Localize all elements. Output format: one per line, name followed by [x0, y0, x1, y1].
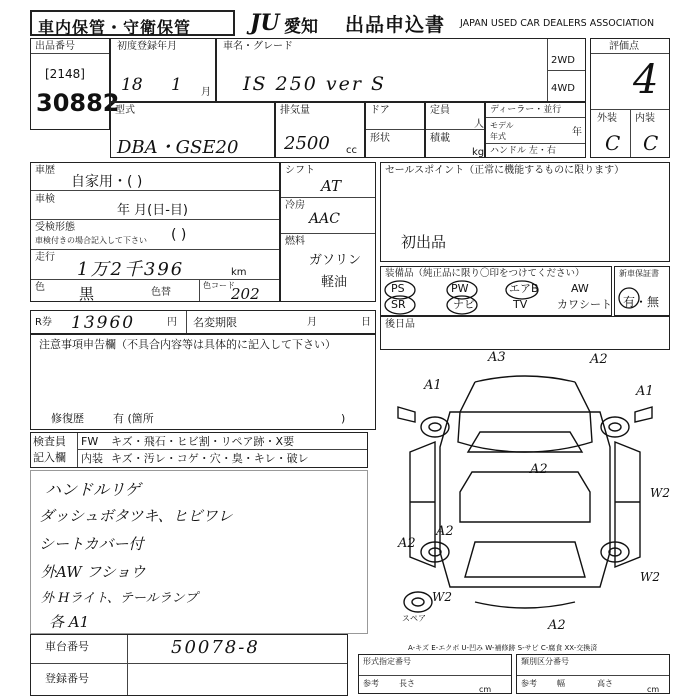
notes-box — [30, 334, 376, 430]
receive-note: 車検付きの場合記入して下さい — [35, 236, 147, 245]
inspector-row2: キズ・汚レ・コゲ・穴・臭・キレ・破レ — [111, 452, 309, 465]
rear-box — [380, 316, 670, 350]
recycle-day: 日 — [361, 317, 371, 328]
recycle-month: 月 — [307, 317, 317, 328]
storage-box — [30, 10, 235, 36]
grade-box — [590, 38, 670, 158]
equip-pw: PW — [451, 282, 469, 295]
warranty-circle — [614, 266, 670, 316]
inspector-row1-head: FW — [81, 435, 99, 448]
ju-logo: JU — [250, 10, 280, 36]
storage-text: 車内保管・守衛保管 — [38, 18, 192, 37]
org-name: 愛知 — [284, 17, 318, 37]
capacity-box — [425, 102, 485, 158]
repair-value: 有 (箇所 — [113, 412, 154, 425]
drive-2wd: 2WD — [551, 55, 575, 66]
yen-unit: 円 — [167, 317, 177, 328]
lot-small-number: [2148] — [45, 67, 85, 81]
door-shape-box — [365, 102, 425, 158]
cm-2: cm — [647, 685, 660, 694]
note-line-1: ハンドルリゲ — [45, 480, 141, 499]
circle-airbag — [506, 281, 538, 299]
capacity-label: 定員 — [430, 105, 450, 116]
grade-interior: C — [643, 131, 659, 155]
reference-label-1: 参考 — [363, 679, 379, 688]
grade-interior-label: 内装 — [635, 113, 655, 124]
receive-value: ( ) — [171, 227, 187, 243]
fuel-value-diesel: 軽油 — [321, 275, 348, 290]
mark-a1-left: A1 — [424, 378, 442, 393]
type-label: 型式 — [115, 105, 135, 116]
displacement-box — [275, 102, 365, 158]
equip-leather-seat: カワシート — [557, 298, 612, 311]
mileage-label: 走行 — [35, 252, 55, 263]
class-label: 類別区分番号 — [521, 657, 569, 666]
car-damage-diagram — [380, 352, 670, 652]
class-box — [516, 654, 670, 694]
sales-point-label: セールスポイント（正常に機能するものに限ります） — [385, 165, 625, 176]
handwritten-notes-area — [30, 470, 368, 634]
mark-a2-left: A2 — [398, 536, 416, 551]
color-code-value: 202 — [231, 285, 260, 303]
sales-point-value: 初出品 — [401, 233, 447, 251]
length-label: 長さ — [399, 679, 415, 688]
model-label: 車名・グレード — [223, 41, 293, 52]
mark-w2-spare: W2 — [432, 590, 452, 604]
dealer-box — [485, 102, 586, 158]
grade-exterior: C — [605, 131, 621, 155]
displacement-unit: cc — [346, 145, 357, 156]
aircon-label: 冷房 — [285, 200, 305, 211]
grade-score: 4 — [633, 57, 659, 103]
type-box — [110, 102, 275, 158]
damage-legend: A-キズ E-エクボ U-凹み W-補修跡 S-サビ C-腐食 XX-交換済 — [408, 644, 598, 652]
lot-number: 30882 — [36, 89, 120, 117]
note-line-2: ダッシュボタツキ、ヒビワレ — [39, 507, 233, 525]
note-line-5: 外 Hライト、テールランプ — [41, 591, 198, 606]
fuel-value-gasoline: ガソリン — [309, 253, 362, 268]
width-label: 幅 — [557, 679, 565, 688]
registration-year: 18 — [121, 75, 143, 95]
shape-label: 形状 — [370, 133, 390, 144]
mark-a2-bottom: A2 — [548, 618, 566, 633]
inspector-label-2: 記入欄 — [33, 451, 66, 464]
color-change-label: 色替 — [151, 287, 171, 298]
registration-box — [110, 38, 216, 102]
mark-w2-right: W2 — [650, 486, 670, 500]
registration-month-unit: 月 — [201, 87, 211, 98]
lot-label: 出品番号 — [35, 41, 75, 52]
frame-label: 車台番号 — [45, 640, 89, 653]
equip-tv: TV — [513, 298, 528, 311]
inspector-row2-head: 内装 — [81, 452, 103, 465]
model-cert-label: 形式指定番号 — [363, 657, 411, 666]
history-block — [30, 162, 280, 302]
mark-a2-top: A2 — [590, 352, 608, 367]
note-line-3: シートカバー付 — [39, 535, 144, 553]
warranty-options: 有・無 — [623, 295, 660, 309]
notes-label: 注意事項申告欄（不具合内容等は具体的に記入して下さい） — [39, 338, 336, 351]
mark-a1-right: A1 — [636, 384, 654, 399]
inspector-box — [30, 432, 368, 468]
height-label: 高さ — [597, 679, 613, 688]
mark-a2-mid: A2 — [436, 524, 454, 539]
km-unit: km — [231, 267, 247, 278]
load-label: 積載 — [430, 133, 450, 144]
repair-close: ) — [341, 412, 346, 425]
cm-1: cm — [479, 685, 492, 694]
spare-label: スペア — [402, 614, 426, 623]
note-line-4: 外AW フショウ — [41, 563, 146, 581]
color-value: 黒 — [79, 285, 95, 303]
frame-number-box — [30, 634, 348, 696]
equipment-label: 装備品（純正品に限り〇印をつけてください） — [385, 268, 585, 279]
shaken-value: 年 月(日-目) — [117, 203, 188, 218]
shift-block — [280, 162, 376, 302]
sales-point-box — [380, 162, 670, 262]
inspector-label-1: 検査員 — [33, 435, 66, 448]
model-cert-box — [358, 654, 512, 694]
shift-label: シフト — [285, 165, 315, 176]
color-code-label: 色コード — [203, 281, 235, 290]
doors-label: ドア — [370, 105, 390, 116]
dealer-label: ディーラー・並行 — [490, 105, 562, 115]
fuel-label: 燃料 — [285, 236, 305, 247]
recycle-label: R券 — [35, 317, 52, 328]
warranty-label: 新車保証書 — [619, 269, 659, 278]
recycle-row — [30, 310, 376, 334]
equipment-circles — [380, 266, 612, 316]
history-label: 車歴 — [35, 165, 55, 176]
model-year-label: モデル年式 — [490, 121, 514, 141]
person-unit: 人 — [474, 119, 484, 130]
equip-aw: AW — [571, 282, 589, 295]
recycle-value: 13960 — [71, 313, 136, 333]
equip-airbag: エアB — [509, 282, 539, 295]
registration-month: 1 — [171, 75, 182, 95]
model-value: IS 250 ver S — [243, 73, 386, 95]
model-box — [216, 38, 586, 102]
rear-label: 後日品 — [385, 319, 415, 330]
year-unit: 年 — [572, 127, 582, 138]
color-label: 色 — [35, 282, 45, 293]
repair-label: 修復歴 — [51, 412, 84, 425]
note-line-6: 各 A1 — [49, 613, 90, 631]
reference-label-2: 参考 — [521, 679, 537, 688]
equip-ps: PS — [391, 282, 405, 295]
type-value: DBA・GSE20 — [117, 137, 239, 158]
form-title: 出品申込書 — [345, 14, 446, 36]
mark-w2-rear-right: W2 — [640, 570, 660, 584]
equip-navi: ナビ — [453, 298, 475, 311]
meter-label: 名変期限 — [193, 316, 237, 329]
aircon-value: AAC — [309, 211, 340, 227]
handle-label: ハンドル 左・右 — [490, 146, 556, 156]
english-title: JAPAN USED CAR DEALERS ASSOCIATION — [460, 18, 655, 29]
shift-value: AT — [321, 177, 342, 195]
displacement-value: 2500 — [284, 133, 330, 154]
kg-unit: kg — [472, 147, 485, 158]
shaken-label: 車検 — [35, 194, 55, 205]
receive-label: 受検形態 — [35, 222, 75, 233]
registration-number-label: 登録番号 — [45, 672, 89, 685]
history-value: 自家用・( ) — [71, 174, 143, 190]
inspector-row1: キズ・飛石・ヒビ割・リペア跡・X要 — [111, 435, 295, 448]
mark-a3-top: A3 — [488, 350, 506, 365]
equip-sr: SR — [391, 298, 406, 311]
lot-number-box — [30, 38, 120, 130]
mileage-value: 1万2千396 — [77, 259, 185, 280]
frame-value: 50078-8 — [171, 637, 260, 658]
drive-4wd: 4WD — [551, 83, 575, 94]
grade-label: 評価点 — [609, 41, 639, 52]
mark-a2-center: A2 — [530, 462, 548, 477]
grade-exterior-label: 外装 — [597, 113, 617, 124]
registration-label: 初度登録年月 — [117, 41, 177, 52]
displacement-label: 排気量 — [280, 105, 310, 116]
